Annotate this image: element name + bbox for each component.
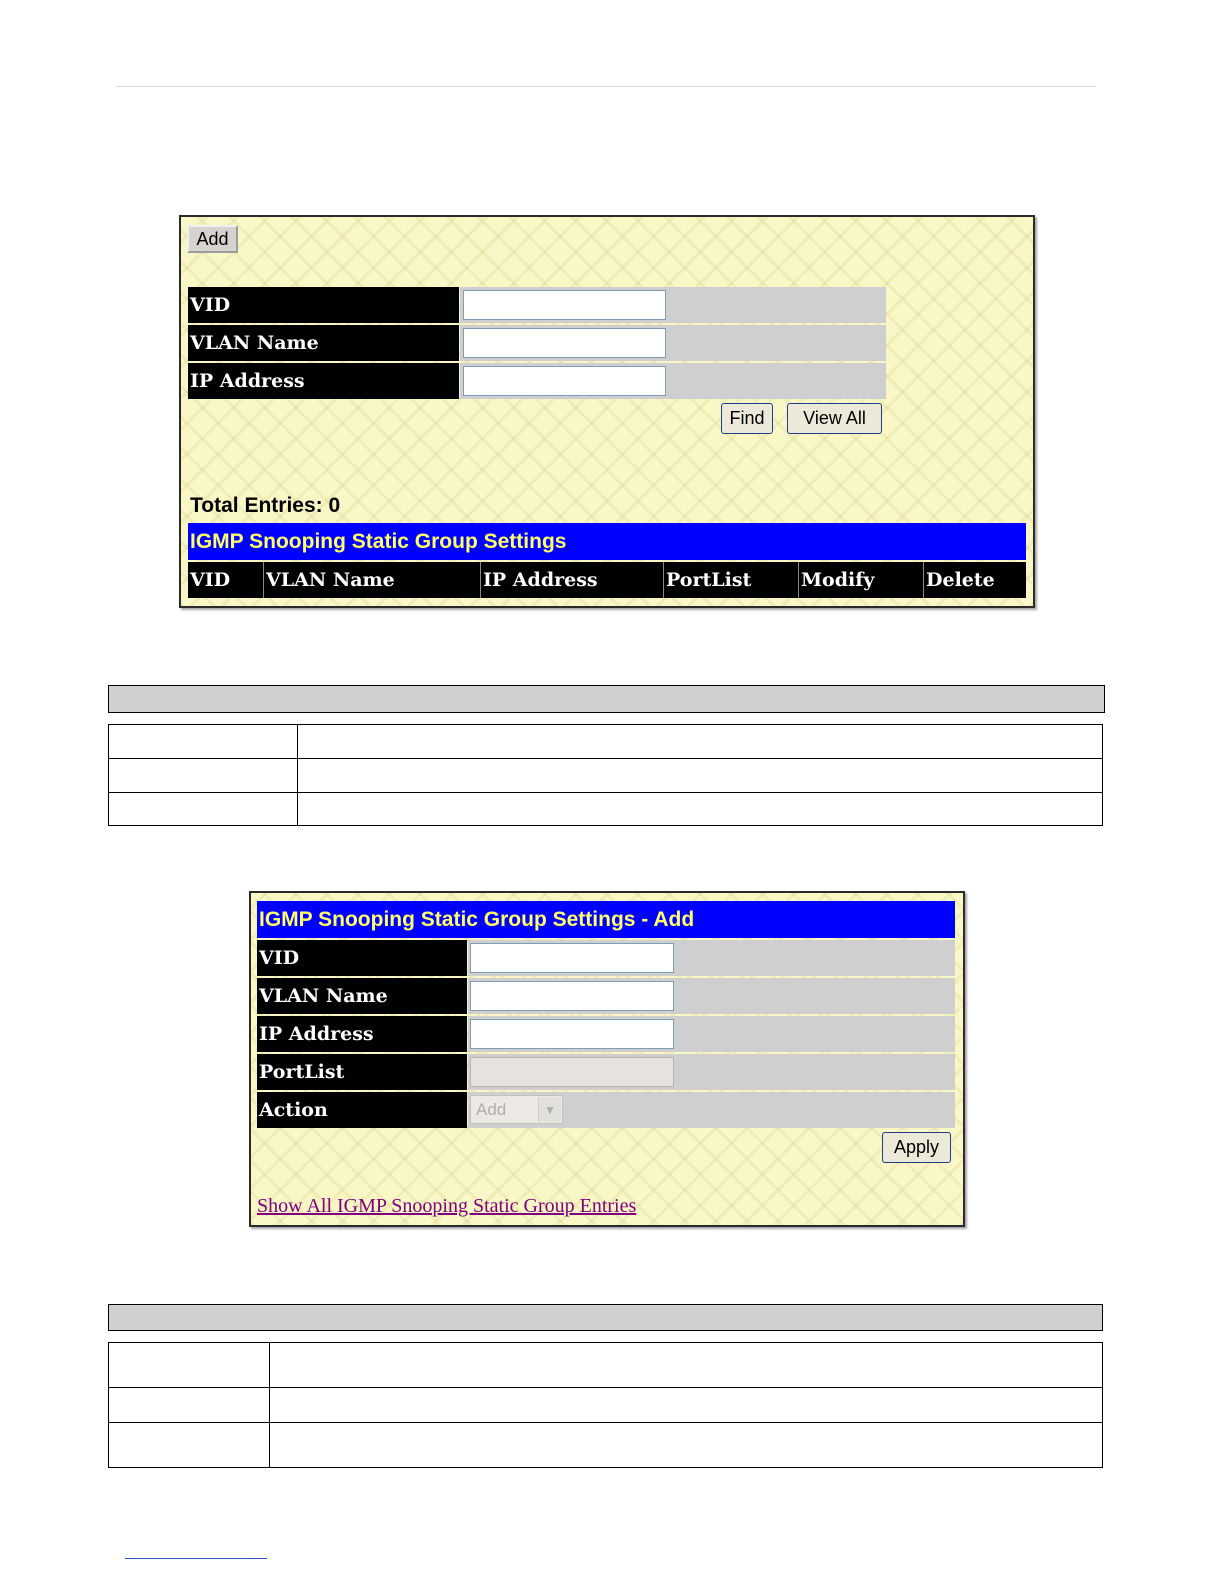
table-row	[109, 1343, 1103, 1388]
parameter-table	[108, 724, 1103, 826]
action-select[interactable]	[470, 1095, 563, 1124]
description-cell	[298, 793, 1103, 826]
description-cell	[270, 1388, 1103, 1423]
table-title: IGMP Snooping Static Group Settings	[188, 523, 1026, 560]
action-select-value: Add	[476, 1099, 507, 1119]
table-row	[109, 1388, 1103, 1423]
add-vlan-name-label: VLAN Name	[257, 978, 467, 1014]
total-entries-count: 0	[328, 494, 341, 517]
apply-button[interactable]: Apply	[882, 1132, 951, 1163]
footer-link-rule	[125, 1558, 267, 1559]
table-row	[109, 1423, 1103, 1468]
description-cell	[298, 725, 1103, 759]
total-entries	[190, 494, 340, 518]
column-header-modify: Modify	[799, 562, 924, 598]
page-top-rule	[116, 86, 1096, 87]
show-all-entries-link[interactable]: Show All IGMP Snooping Static Group Entries	[257, 1195, 637, 1217]
column-header-vid: VID	[188, 562, 264, 598]
add-portlist-input[interactable]	[470, 1057, 674, 1087]
static-group-add-panel	[249, 891, 965, 1227]
table-row	[109, 725, 1103, 759]
add-panel-title: IGMP Snooping Static Group Settings - Add	[257, 901, 955, 938]
column-header-vlan-name: VLAN Name	[264, 562, 481, 598]
table-row	[109, 793, 1103, 826]
column-header-portlist: PortList	[664, 562, 799, 598]
add-parameter-table	[108, 1342, 1103, 1468]
parameter-cell	[109, 1388, 270, 1423]
description-cell	[270, 1343, 1103, 1388]
parameter-cell	[109, 1423, 270, 1468]
parameter-cell	[109, 725, 298, 759]
add-ip-address-input[interactable]	[470, 1019, 674, 1049]
vid-input[interactable]	[463, 290, 666, 320]
parameter-cell	[109, 759, 298, 793]
description-cell	[298, 759, 1103, 793]
find-button[interactable]: Find	[721, 403, 773, 434]
description-cell	[270, 1423, 1103, 1468]
parameter-cell	[109, 793, 298, 826]
parameter-cell	[109, 1343, 270, 1388]
table-row	[109, 759, 1103, 793]
add-action-label: Action	[257, 1092, 467, 1128]
add-ip-address-label: IP Address	[257, 1016, 467, 1052]
static-group-find-panel	[179, 215, 1035, 608]
table-header-row	[188, 562, 1026, 598]
ip-address-input[interactable]	[463, 366, 666, 396]
view-all-button[interactable]: View All	[787, 403, 882, 434]
add-button[interactable]: Add	[187, 225, 238, 253]
chevron-down-icon[interactable]: ▼	[538, 1097, 561, 1122]
vlan-name-input[interactable]	[463, 328, 666, 358]
column-header-ip-address: IP Address	[481, 562, 664, 598]
add-parameter-table-header	[108, 1304, 1103, 1331]
total-entries-label: Total Entries:	[190, 494, 323, 517]
ip-address-label: IP Address	[188, 363, 459, 399]
column-header-delete: Delete	[926, 569, 995, 591]
add-vid-input[interactable]	[470, 943, 674, 973]
parameter-table-header	[108, 685, 1105, 713]
add-vid-label: VID	[257, 940, 467, 976]
vid-label: VID	[188, 287, 459, 323]
add-vlan-name-input[interactable]	[470, 981, 674, 1011]
vlan-name-label: VLAN Name	[188, 325, 459, 361]
add-portlist-label: PortList	[257, 1054, 467, 1090]
